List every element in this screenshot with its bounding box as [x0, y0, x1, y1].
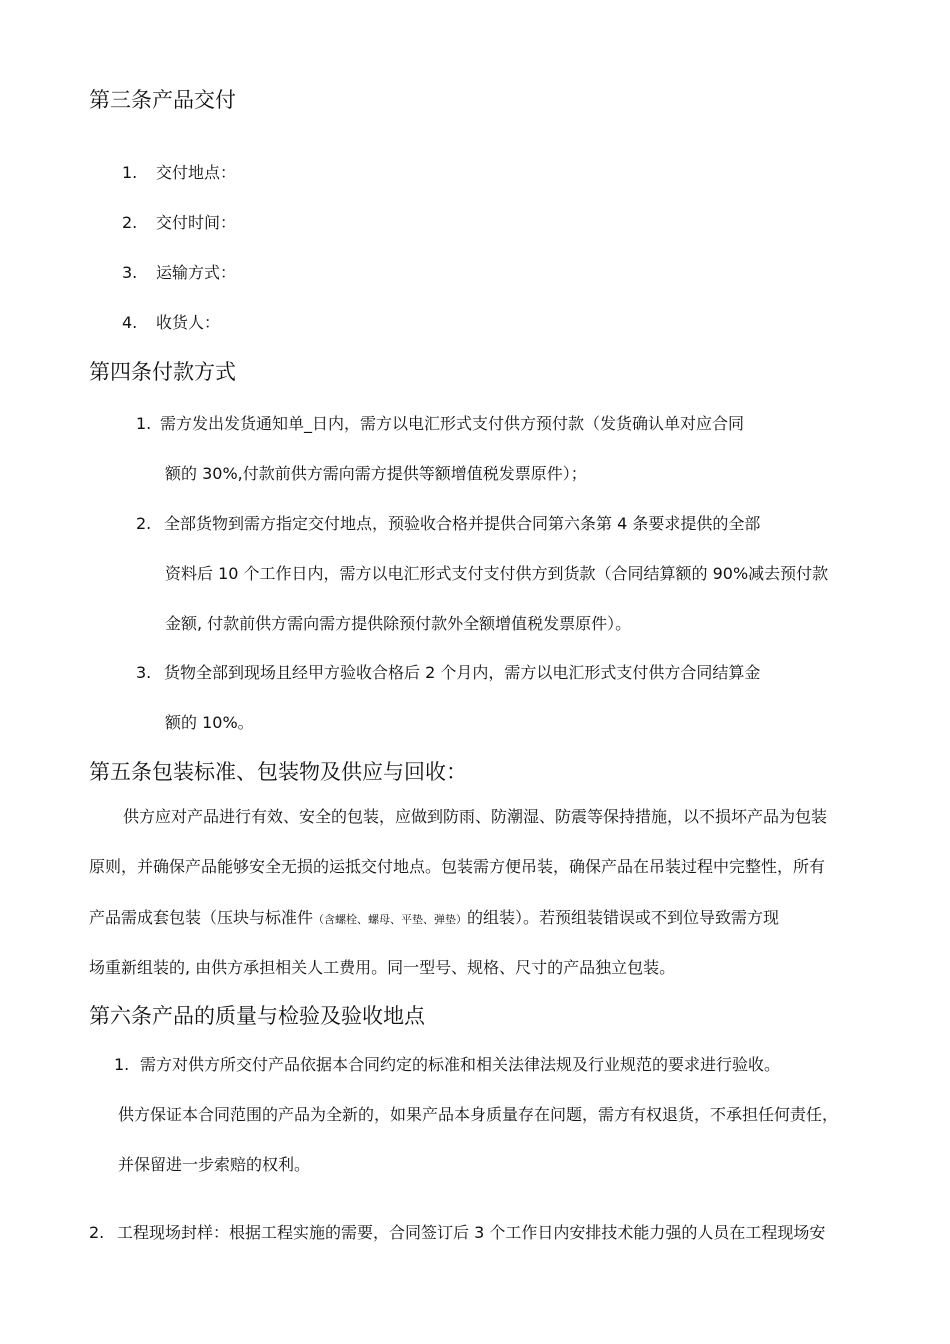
- list-text: 运输方式：: [156, 263, 237, 282]
- list-number: 4.: [122, 313, 138, 332]
- paragraph-text: 产品需成套包装（压块与标准件: [89, 908, 314, 927]
- payment-item-2-line-1: [136, 511, 760, 534]
- payment-item-1-line-1: [136, 411, 744, 434]
- payment-item-2-line-2: 资料后 10 个工作日内，需方以电汇形式支付支付供方到货款（合同结算额的 90%减去预付款: [165, 564, 829, 583]
- list-text: 收货人：: [156, 313, 221, 332]
- packaging-line-2: 原则，并确保产品能够安全无损的运抵交付地点。包装需方便吊装，确保产品在吊装过程中完整性，所有: [89, 857, 826, 876]
- paragraph-text: 需方发出发货通知单_日内，需方以电汇形式支付供方预付款（发货确认单对应合同: [160, 414, 745, 433]
- list-number: 3.: [122, 263, 138, 282]
- article-6-title: 第六条产品的质量与检验及验收地点: [89, 1004, 425, 1028]
- list-number: 1.: [122, 163, 138, 182]
- packaging-line-3: [89, 905, 779, 928]
- packaging-line-4: 场重新组装的, 由供方承担相关人工费用。同一型号、规格、尺寸的产品独立包装。: [89, 958, 676, 977]
- list-item: [122, 260, 236, 283]
- quality-item-1-line-3: 并保留进一步索赔的权利。: [118, 1155, 311, 1174]
- list-number: 1.: [114, 1055, 130, 1074]
- paragraph-text: 全部货物到需方指定交付地点，预验收合格并提供合同第六条第 4 条要求提供的全部: [164, 514, 761, 533]
- paragraph-text: 需方对供方所交付产品依据本合同约定的标准和相关法律法规及行业规范的要求进行验收。: [140, 1055, 781, 1074]
- paragraph-text: 货物全部到现场且经甲方验收合格后 2 个月内，需方以电汇形式支付供方合同结算金: [164, 663, 761, 682]
- list-item: [122, 310, 220, 333]
- payment-item-3-line-2: 额的 10%。: [165, 713, 254, 732]
- quality-item-1-line-2: 供方保证本合同范围的产品为全新的，如果产品本身质量存在问题，需方有权退货，不承担任何责任，: [118, 1105, 839, 1124]
- list-number: 2.: [122, 213, 138, 232]
- list-number: 2.: [136, 514, 152, 533]
- parts-note: （含螺栓、螺母、平垫、弹垫）: [313, 913, 468, 926]
- list-item: [122, 160, 236, 183]
- quality-item-1-line-1: [114, 1052, 780, 1075]
- article-3-title: 第三条产品交付: [89, 88, 236, 112]
- list-text: 交付时间：: [156, 213, 237, 232]
- article-4-title: 第四条付款方式: [89, 360, 236, 384]
- list-item: [122, 210, 236, 233]
- payment-item-1-line-2: 额的 30%,付款前供方需向需方提供等额增值税发票原件）；: [165, 464, 587, 483]
- packaging-line-1: 供方应对产品进行有效、安全的包装，应做到防雨、防潮湿、防震等保持措施，以不损坏产品为包装: [123, 807, 828, 826]
- paragraph-text: 的组装）。若预组装错误或不到位导致需方现: [467, 908, 780, 927]
- list-number: 1.: [136, 414, 152, 433]
- list-text: 交付地点：: [156, 163, 237, 182]
- payment-item-2-line-3: 金额, 付款前供方需向需方提供除预付款外全额增值税发票原件）。: [165, 614, 632, 633]
- payment-item-3-line-1: [136, 660, 760, 683]
- quality-item-2-line-1: [89, 1220, 825, 1243]
- list-number: 2.: [89, 1223, 105, 1242]
- article-5-title: 第五条包装标准、包装物及供应与回收：: [89, 760, 467, 784]
- paragraph-text: 工程现场封样：根据工程实施的需要，合同签订后 3 个工作日内安排技术能力强的人员在工程现场安: [117, 1223, 826, 1242]
- list-number: 3.: [136, 663, 152, 682]
